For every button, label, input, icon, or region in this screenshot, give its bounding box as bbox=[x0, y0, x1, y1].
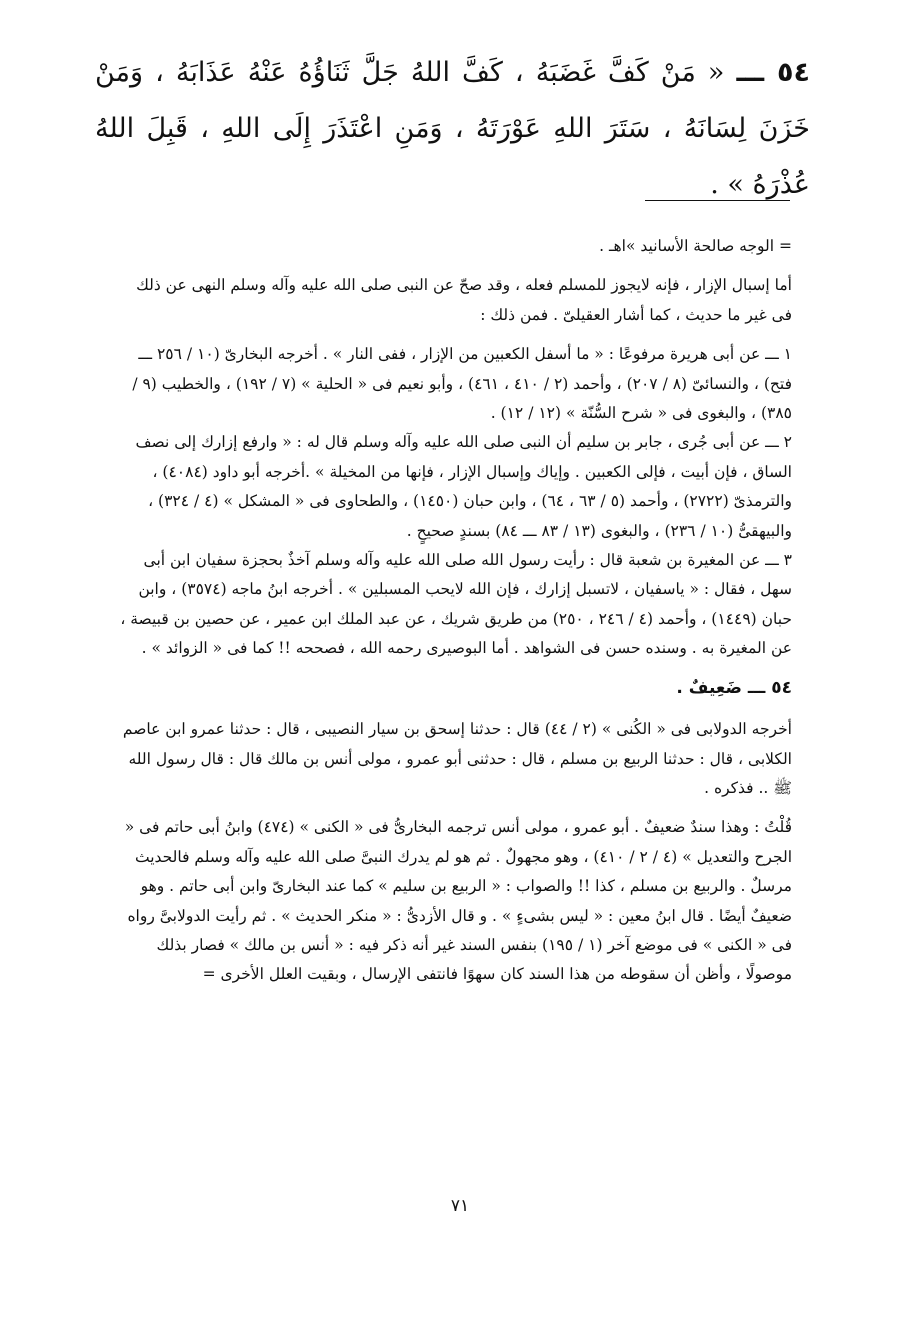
footnote-continuation: = الوجه صالحة الأسانيد »اهـ . bbox=[599, 237, 792, 255]
footnote-item-1: ١ ـــ عن أبى هريرة مرفوعًا : « ما أسفل الكعبين من الإزار ، ففى النار » . أخرجه البخارىّ (١٠ / ٢٥٦ ـــ فتح) ، والنسائىّ (٨ / ٢٠٧) ، وأحمد (٢ / ٤١٠ ، ٤٦١) ، وأبو نعيم فى « الحلية » (٧ / ١٩٢) ، والخطيب (٩ / ٣٨٥) ، والبغوى فى « شرح السُّنّة » (١٢ / ١٢) . bbox=[132, 345, 792, 423]
grading-heading: ٥٤ ـــ ضَعِيفٌ . bbox=[676, 677, 792, 698]
footnote-item-2: ٢ ـــ عن أبى جُرى ، جابر بن سليم أن النبى صلى الله عليه وآله وسلم قال له : « وارفع إزارك إلى نصف الساق ، فإن أبيت ، فإلى الكعبين . وإياك وإسبال الإزار ، فإنها من المخيلة » .أخرجه أبو داود (٤٠٨٤) ، والترمذىّ (٢٧٢٢) ، وأحمد (٥ / ٦٣ ، ٦٤) ، وابن حبان (١٤٥٠) ، والطحاوى فى « المشكل » (٤ / ٣٢٤) ، والبيهقىُّ (١٠ / ٢٣٦) ، والبغوى (١٣ / ٨٣ ـــ ٨٤) بسندٍ صحيحٍ . bbox=[135, 433, 792, 540]
footnote-separator bbox=[645, 200, 790, 201]
takhrij-paragraph: أخرجه الدولابى فى « الكُنى » (٢ / ٤٤) قال : حدثنا إسحق بن سيار النصيبى ، قال : حدثنا عمرو ابن عاصم الكلابى ، قال : حدثنا الربيع بن مسلم ، قال : حدثنى أبو عمرو ، مولى أنس بن مالك قال : قال رسول الله ﷺ .. فذكره . bbox=[122, 720, 792, 797]
hadith-text-block bbox=[95, 45, 810, 213]
page-number: ٧١ bbox=[450, 1196, 470, 1216]
footnote-item-3: ٣ ـــ عن المغيرة بن شعبة قال : رأيت رسول الله صلى الله عليه وآله وسلم آخذٌ بحجزة سفيان ابن أبى سهل ، فقال : « ياسفيان ، لاتسبل إزارك ، فإن الله لايحب المسبلين » . أخرجه ابنُ ماجه (٣٥٧٤) ، وابن حبان (١٤٤٩) ، وأحمد (٤ / ٢٤٦ ، ٢٥٠) من طريق شريك ، عن عبد الملك ابن عمير ، عن حصين بن قبيصة ، عن المغيرة به . وسنده حسن فى الشواهد . أما البوصيرى رحمه الله ، فصححه !! كما فى « الزوائد » . bbox=[120, 551, 792, 658]
footnote-paragraph: أما إسبال الإزار ، فإنه لايجوز للمسلم فعله ، وقد صحّ عن النبى صلى الله عليه وآله وسلم النهى عن ذلك فى غير ما حديث ، كما أشار العقيلىّ . فمن ذلك : bbox=[136, 276, 792, 324]
footnotes-section bbox=[112, 232, 792, 1000]
hadith-number: ٥٤ ـــ bbox=[736, 57, 810, 88]
commentary-paragraph: قُلْتُ : وهذا سندٌ ضعيفٌ . أبو عمرو ، مولى أنس ترجمه البخارىُّ فى « الكنى » (٤٧٤) وابنُ أبى حاتم فى « الجرح والتعديل » (٤ / ٢ / ٤١٠) ، وهو مجهولٌ . ثم هو لم يدرك النبىَّ صلى الله عليه وآله وسلم فالحديث مرسلٌ . والربيع بن مسلم ، كذا !! والصواب : « الربيع بن سليم » كما عند البخارىّ وابن أبى حاتم . وهو ضعيفٌ أيضًا . قال ابنُ معين : « ليس بشىءٍ » . و قال الأزدىُّ : « منكر الحديث » . ثم رأيت الدولابىَّ رواه فى « الكنى » فى موضع آخر (١ / ١٩٥) بنفس السند غير أنه ذكر فيه : « أنس بن مالك » فصار بذلك موصولًا ، وأظن أن سقوطه من هذا السند كان سهوًا فانتفى الإرسال ، وبقيت العلل الأخرى = bbox=[124, 818, 792, 984]
hadith-body: « مَنْ كَفَّ غَضَبَهُ ، كَفَّ اللهُ جَلَّ ثَنَاؤُهُ عَنْهُ عَذَابَهُ ، وَمَنْ خَزَنَ لِسَانَهُ ، سَتَرَ اللهِ عَوْرَتَهُ ، وَمَنِ اعْتَذَرَ إِلَى اللهِ ، قَبِلَ اللهُ عُذْرَهُ » . bbox=[95, 57, 810, 200]
